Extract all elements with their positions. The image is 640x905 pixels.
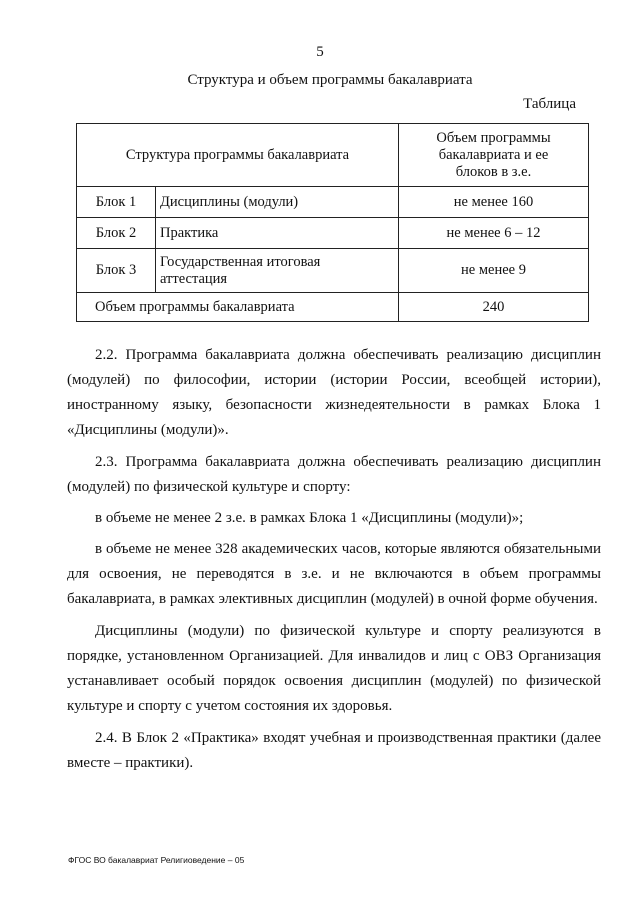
- paragraph: Дисциплины (модули) по физической культуре и спорту реализуются в порядке, установленном Организацией. Для инвалидов и лиц с ОВЗ Организация устанавливает особый порядок освоения дисциплин (модулей) по физической культуре и спорту с учетом состояния их здоровья.: [67, 623, 601, 714]
- block-name-cell: Практика: [156, 218, 399, 249]
- header-volume: [399, 124, 589, 187]
- table-row: [77, 218, 589, 249]
- block-cell: Блок 1: [77, 187, 156, 218]
- paragraph: 2.3. Программа бакалавриата должна обеспечивать реализацию дисциплин (модулей) по физической культуре и спорту:: [67, 454, 601, 495]
- table-header-row: [77, 124, 589, 187]
- table-row: [77, 249, 589, 293]
- block-volume-cell: не менее 160: [399, 187, 589, 218]
- paragraph: в объеме не менее 2 з.е. в рамках Блока 1 «Дисциплины (модули)»;: [95, 510, 524, 526]
- block-volume-cell: не менее 6 – 12: [399, 218, 589, 249]
- header-structure: Структура программы бакалавриата: [77, 124, 399, 187]
- block-name-cell: [156, 249, 399, 293]
- block-name-cell: Дисциплины (модули): [156, 187, 399, 218]
- table-row: [77, 187, 589, 218]
- block-cell: Блок 3: [77, 249, 156, 293]
- block-volume-cell: не менее 9: [399, 249, 589, 293]
- table-label: Таблица: [523, 96, 576, 112]
- paragraph: 2.4. В Блок 2 «Практика» входят учебная и производственная практики (далее вместе – практики).: [67, 730, 601, 771]
- footer-note: ФГОС ВО бакалавриат Религиоведение – 05: [68, 855, 245, 865]
- paragraph: 2.2. Программа бакалавриата должна обеспечивать реализацию дисциплин (модулей) по философии, истории (истории России, всеобщей истории), иностранному языку, безопасности жизнедеятельности в рамках Блока 1 «Дисциплины (модули)».: [67, 347, 601, 438]
- page-number: 5: [316, 44, 324, 60]
- header-volume-text: Объем программы бакалавриата и ее блоков в з.е.: [436, 129, 551, 180]
- section-title: Структура и объем программы бакалавриата: [187, 72, 473, 88]
- program-structure-table: [76, 123, 589, 322]
- paragraph: в объеме не менее 328 академических часов, которые являются обязательными для освоения, не переводятся в з.е. и не включаются в объем программы бакалавриата, в рамках элективных дисциплин (модулей) в очной форме обучения.: [67, 541, 601, 607]
- block-cell: Блок 2: [77, 218, 156, 249]
- table-total-row: [77, 293, 589, 322]
- total-label-cell: Объем программы бакалавриата: [77, 293, 399, 322]
- block-name-text: Государственная итоговая аттестация: [160, 253, 321, 287]
- body-text: [67, 343, 601, 783]
- total-value-cell: 240: [399, 293, 589, 322]
